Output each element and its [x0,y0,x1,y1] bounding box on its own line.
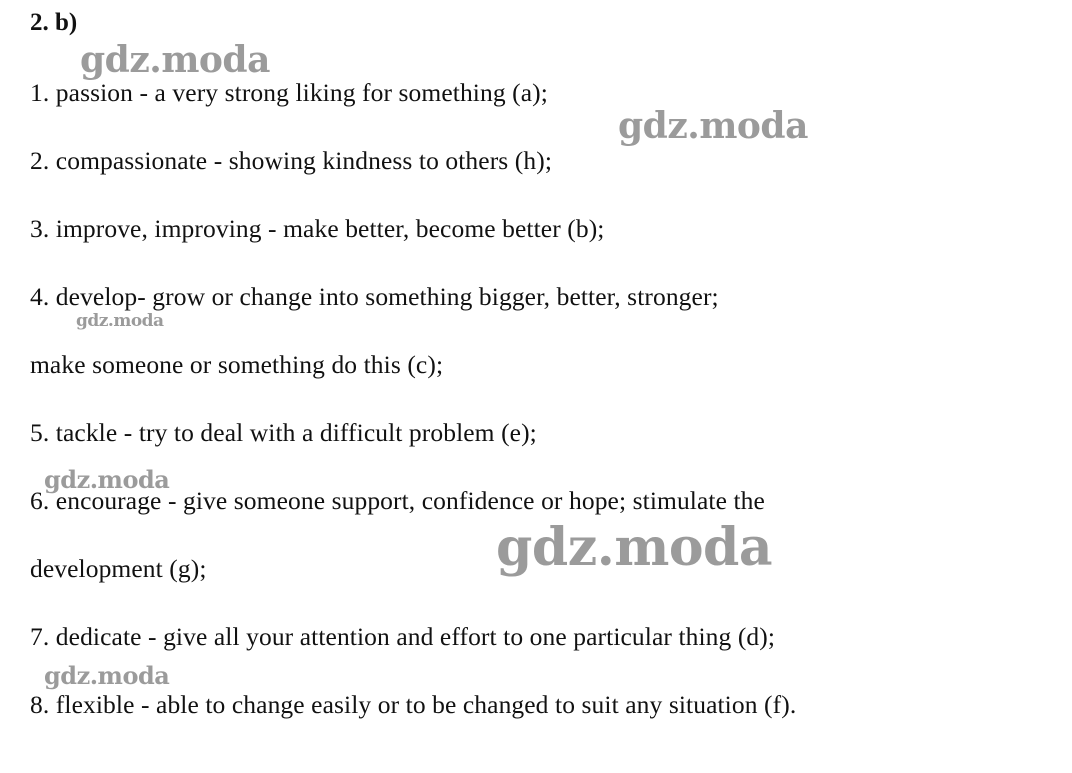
watermark-logo: gdz.moda [44,661,170,690]
watermark-logo: gdz.moda [76,311,164,331]
vocab-item-1: 1. passion - a very strong liking for something (a); [30,78,548,107]
vocab-item-6-continued: development (g); [30,554,207,583]
vocab-item-7: 7. dedicate - give all your attention and effort to one particular thing (d); [30,622,776,651]
vocab-item-2: 2. compassionate - showing kindness to others (h); [30,146,553,175]
watermark-logo: gdz.moda [496,517,773,578]
vocab-item-6: 6. encourage - give someone support, confidence or hope; stimulate the [30,486,765,515]
watermark-logo: gdz.moda [44,465,170,494]
vocab-item-8: 8. flexible - able to change easily or to be changed to suit any situation (f). [30,690,797,719]
exercise-heading: 2. b) [30,9,78,36]
watermark-logo: gdz.moda [618,105,808,147]
vocab-item-4: 4. develop- grow or change into something bigger, better, stronger; [30,282,719,311]
vocab-item-3: 3. improve, improving - make better, become better (b); [30,214,605,243]
vocab-item-4-continued: make someone or something do this (c); [30,350,444,379]
watermark-logo: gdz.moda [80,39,270,81]
vocab-item-5: 5. tackle - try to deal with a difficult problem (e); [30,418,537,447]
